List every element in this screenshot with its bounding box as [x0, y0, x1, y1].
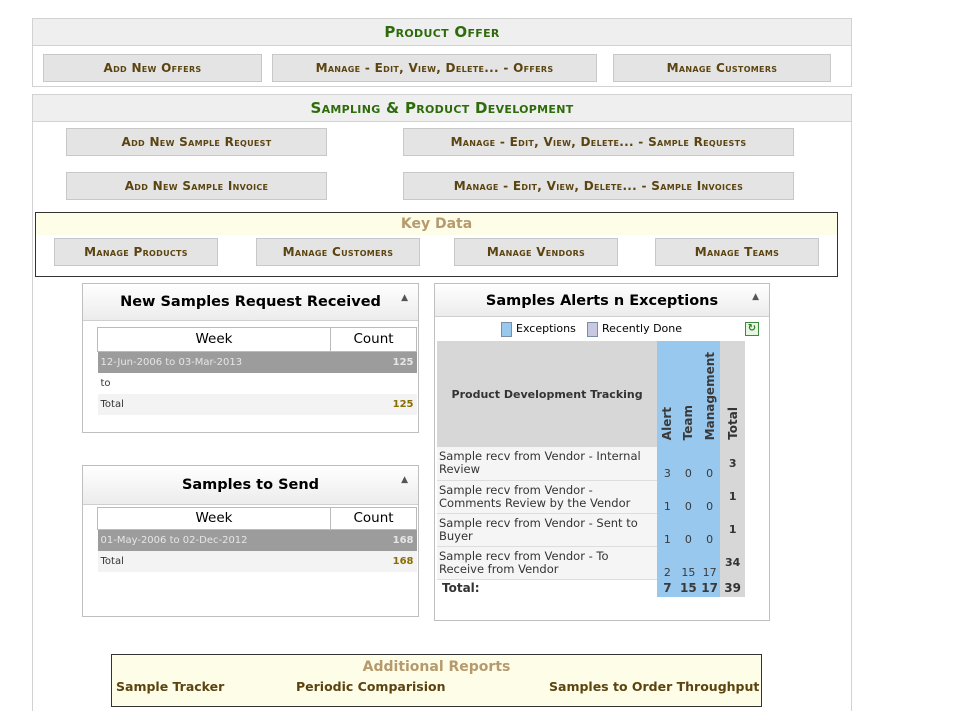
week-cell: 01-May-2006 to 02-Dec-2012 — [98, 530, 331, 552]
samples-to-send-widget — [82, 465, 419, 617]
manage-offers-button[interactable]: Manage - Edit, View, Delete... - Offers — [272, 54, 597, 82]
table-row — [437, 513, 745, 546]
legend-swatch — [501, 322, 512, 337]
product-offer-title: Product Offer — [32, 18, 852, 46]
total-cell: 1 — [720, 513, 745, 546]
additional-reports-title: Additional Reports — [362, 659, 511, 675]
team-cell[interactable]: 0 — [678, 480, 699, 513]
alert-cell[interactable]: 1 — [657, 513, 678, 546]
tracking-row-label: Sample recv from Vendor - Sent to Buyer — [437, 513, 657, 546]
caret-up-icon[interactable]: ▲ — [401, 475, 408, 485]
team-column-header: Team — [678, 341, 699, 447]
alerts-header — [435, 284, 769, 317]
alert-cell[interactable]: 3 — [657, 447, 678, 480]
week-cell: Total — [98, 394, 331, 415]
legend-swatch — [587, 322, 598, 337]
alert-column-header: Alert — [657, 341, 678, 447]
alert-cell[interactable]: 1 — [657, 480, 678, 513]
count-cell: 125 — [331, 394, 417, 415]
alerts-widget — [434, 283, 770, 621]
samples-to-send-header — [83, 466, 418, 505]
tracking-header: Product Development Tracking — [437, 341, 657, 447]
samples-to-send-title: Samples to Send — [181, 477, 320, 493]
samples-order-throughput-link[interactable]: Samples to Order Throughput — [549, 679, 760, 694]
new-samples-table — [97, 327, 417, 415]
management-cell[interactable]: 17 — [699, 546, 720, 579]
team-cell[interactable]: 0 — [678, 447, 699, 480]
manage-teams-button[interactable]: Manage Teams — [655, 238, 819, 266]
table-row[interactable] — [98, 352, 417, 374]
add-sample-invoice-button[interactable]: Add New Sample Invoice — [66, 172, 327, 200]
grand-total: 39 — [720, 579, 745, 597]
periodic-comparision-link[interactable]: Periodic Comparision — [296, 679, 446, 694]
alerts-title: Samples Alerts n Exceptions — [485, 293, 719, 309]
count-header: Count — [331, 508, 417, 530]
count-cell: 168 — [331, 551, 417, 572]
table-row[interactable] — [98, 530, 417, 552]
alerts-legend — [435, 317, 769, 341]
table-row — [437, 480, 745, 513]
additional-reports-panel — [111, 654, 762, 707]
table-row — [98, 373, 417, 394]
management-total: 17 — [699, 579, 720, 597]
alert-total: 7 — [657, 579, 678, 597]
week-cell: 12-Jun-2006 to 03-Mar-2013 — [98, 352, 331, 374]
week-header: Week — [98, 508, 331, 530]
team-cell[interactable]: 0 — [678, 513, 699, 546]
total-column-header: Total — [720, 341, 745, 447]
caret-up-icon[interactable]: ▲ — [401, 293, 408, 303]
count-cell — [331, 373, 417, 394]
total-cell: 3 — [720, 447, 745, 480]
week-cell: to — [100, 378, 111, 389]
manage-sample-invoices-button[interactable]: Manage - Edit, View, Delete... - Sample Invoices — [403, 172, 794, 200]
tracking-row-label: Sample recv from Vendor - Comments Review by the Vendor — [437, 480, 657, 513]
new-samples-header — [83, 284, 418, 321]
table-row — [98, 551, 417, 572]
count-header: Count — [331, 328, 417, 352]
team-cell[interactable]: 15 — [678, 546, 699, 579]
management-cell[interactable]: 0 — [699, 480, 720, 513]
count-cell: 168 — [331, 530, 417, 552]
tracking-row-label: Sample recv from Vendor - To Receive from Vendor — [437, 546, 657, 579]
manage-customers-offer-button[interactable]: Manage Customers — [613, 54, 831, 82]
samples-to-send-table — [97, 507, 417, 572]
caret-up-icon[interactable]: ▲ — [752, 292, 759, 302]
refresh-icon[interactable]: ↻ — [745, 322, 759, 336]
management-column-header: Management — [699, 341, 720, 447]
manage-customers-button[interactable]: Manage Customers — [256, 238, 420, 266]
table-row — [437, 546, 745, 579]
add-sample-request-button[interactable]: Add New Sample Request — [66, 128, 327, 156]
tracking-row-label: Sample recv from Vendor - Internal Review — [437, 447, 657, 480]
count-cell: 125 — [331, 352, 417, 374]
manage-vendors-button[interactable]: Manage Vendors — [454, 238, 618, 266]
table-row — [437, 447, 745, 480]
management-cell[interactable]: 0 — [699, 447, 720, 480]
legend-exceptions: Exceptions — [501, 317, 576, 341]
new-samples-title: New Samples Request Received — [120, 294, 381, 310]
manage-products-button[interactable]: Manage Products — [54, 238, 218, 266]
total-cell: 1 — [720, 480, 745, 513]
week-cell: Total — [98, 551, 331, 572]
new-samples-widget — [82, 283, 419, 433]
add-new-offers-button[interactable]: Add New Offers — [43, 54, 262, 82]
sample-tracker-link[interactable]: Sample Tracker — [116, 679, 225, 694]
team-total: 15 — [678, 579, 699, 597]
table-row-total — [437, 579, 745, 597]
tracking-table — [437, 341, 745, 597]
legend-recently-done: Recently Done — [587, 317, 682, 341]
manage-sample-requests-button[interactable]: Manage - Edit, View, Delete... - Sample Requests — [403, 128, 794, 156]
total-label: Total: — [442, 581, 480, 596]
table-row — [98, 394, 417, 415]
week-header: Week — [98, 328, 331, 352]
alert-cell[interactable]: 2 — [657, 546, 678, 579]
key-data-title: Key Data — [36, 213, 837, 235]
management-cell[interactable]: 0 — [699, 513, 720, 546]
total-cell: 34 — [720, 546, 745, 579]
sampling-title: Sampling & Product Development — [32, 94, 852, 122]
